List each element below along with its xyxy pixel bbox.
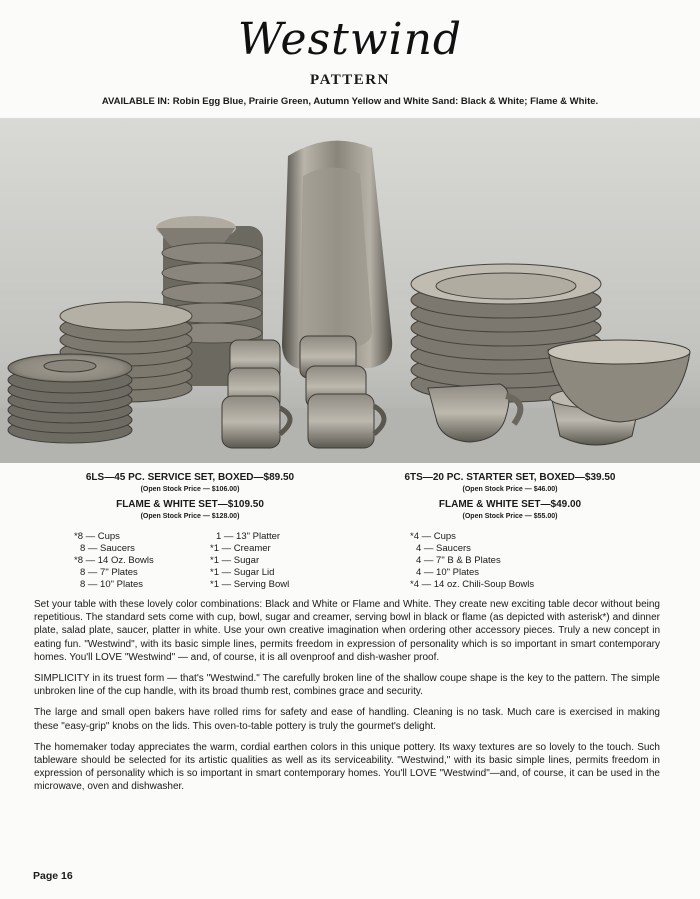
starter-set-price: (Open Stock Price — $46.00) <box>462 486 558 493</box>
starter-set-column <box>340 472 680 526</box>
starter-flame-title: FLAME & WHITE SET—$49.00 <box>438 499 582 510</box>
service-set-column <box>20 472 360 526</box>
service-set-title: 6LS—45 PC. SERVICE SET, BOXED—$89.50 <box>85 472 295 483</box>
list-item: *1 — Sugar <box>210 555 260 566</box>
service-items-a <box>74 531 154 591</box>
service-set-price: (Open Stock Price — $106.00) <box>140 486 240 493</box>
list-item: *4 — 14 oz. Chili-Soup Bowls <box>410 579 535 590</box>
list-item: 4 — 10" Plates <box>416 567 480 578</box>
saucer-stack <box>8 354 132 443</box>
list-item: *1 — Creamer <box>210 543 271 554</box>
starter-set-title: 6TS—20 PC. STARTER SET, BOXED—$39.50 <box>404 472 616 483</box>
list-item: 1 — 13" Platter <box>216 531 281 542</box>
paragraph: SIMPLICITY in its truest form — that's "Westwind." The carefully broken line of the shallow coupe shape is the key to the pattern. The simple unbroken line of the cup handle, with its broad thumb rest, combines grace and security. <box>34 673 660 698</box>
paragraph: Set your table with these lovely color combinations: Black and White or Flame and White. They create new exciting table decor without being repetitious. The standard sets come with cup, bowl, sugar and creamer, serving bowl in black or flame (as depicted with asterisk*) and dinner plate, salad plate, saucer, platter in white. Use your own creative imagination when ordering other accessory pieces. Truly a new concept in eating fun. "Westwind", with its basic simple lines, permits freedom in expression of personality which is so important in smart contemporary homes. You'll LOVE "Westwind" — and, of course, it is all ovenproof and dish-washer proof. <box>34 599 660 663</box>
availability-line: AVAILABLE IN: Robin Egg Blue, Prairie Green, Autumn Yellow and White Sand: Black & White; Flame & White. <box>101 96 599 107</box>
body-copy <box>34 598 660 802</box>
list-item: 8 — 10" Plates <box>80 579 144 590</box>
paragraph: The large and small open bakers have rolled rims for safety and ease of handling. Cleaning is no task. Much care is exercised in making these "easy-grip" knobs on the lids. This oven-to-table pottery is truly the gourmet's delight. <box>34 707 660 732</box>
page-number: Page 16 <box>33 870 73 882</box>
service-items-b <box>210 531 289 591</box>
service-flame-price: (Open Stock Price — $128.00) <box>140 513 240 520</box>
pattern-subtitle: PATTERN <box>310 72 390 88</box>
list-item: 8 — 7" Plates <box>80 567 138 578</box>
paragraph: The homemaker today appreciates the warm, cordial earthen colors in this unique pottery. Its waxy textures are so lovely to the touch. Such tableware should be selected for its artistic qualities as well as its serviceability. "Westwind," with its basic simple lines, permits freedom in expression of personality which is so important in smart contemporary homes. You'll LOVE "Westwind"—and, of course, it can be used in the microwave, oven and dishwasher. <box>34 741 660 793</box>
pattern-title: Westwind <box>237 14 463 65</box>
list-item: *1 — Sugar Lid <box>210 567 275 578</box>
list-item: *1 — Serving Bowl <box>210 579 290 590</box>
starter-items <box>410 531 534 591</box>
service-flame-title: FLAME & WHITE SET—$109.50 <box>116 499 264 510</box>
starter-flame-price: (Open Stock Price — $55.00) <box>462 513 558 520</box>
dinnerware-photo <box>0 118 700 463</box>
list-item: 4 — 7" B & B Plates <box>416 555 501 566</box>
list-item: *8 — Cups <box>74 531 120 542</box>
list-item: 4 — Saucers <box>416 543 471 554</box>
list-item: *4 — Cups <box>410 531 456 542</box>
list-item: *8 — 14 Oz. Bowls <box>74 555 154 566</box>
list-item: 8 — Saucers <box>80 543 135 554</box>
